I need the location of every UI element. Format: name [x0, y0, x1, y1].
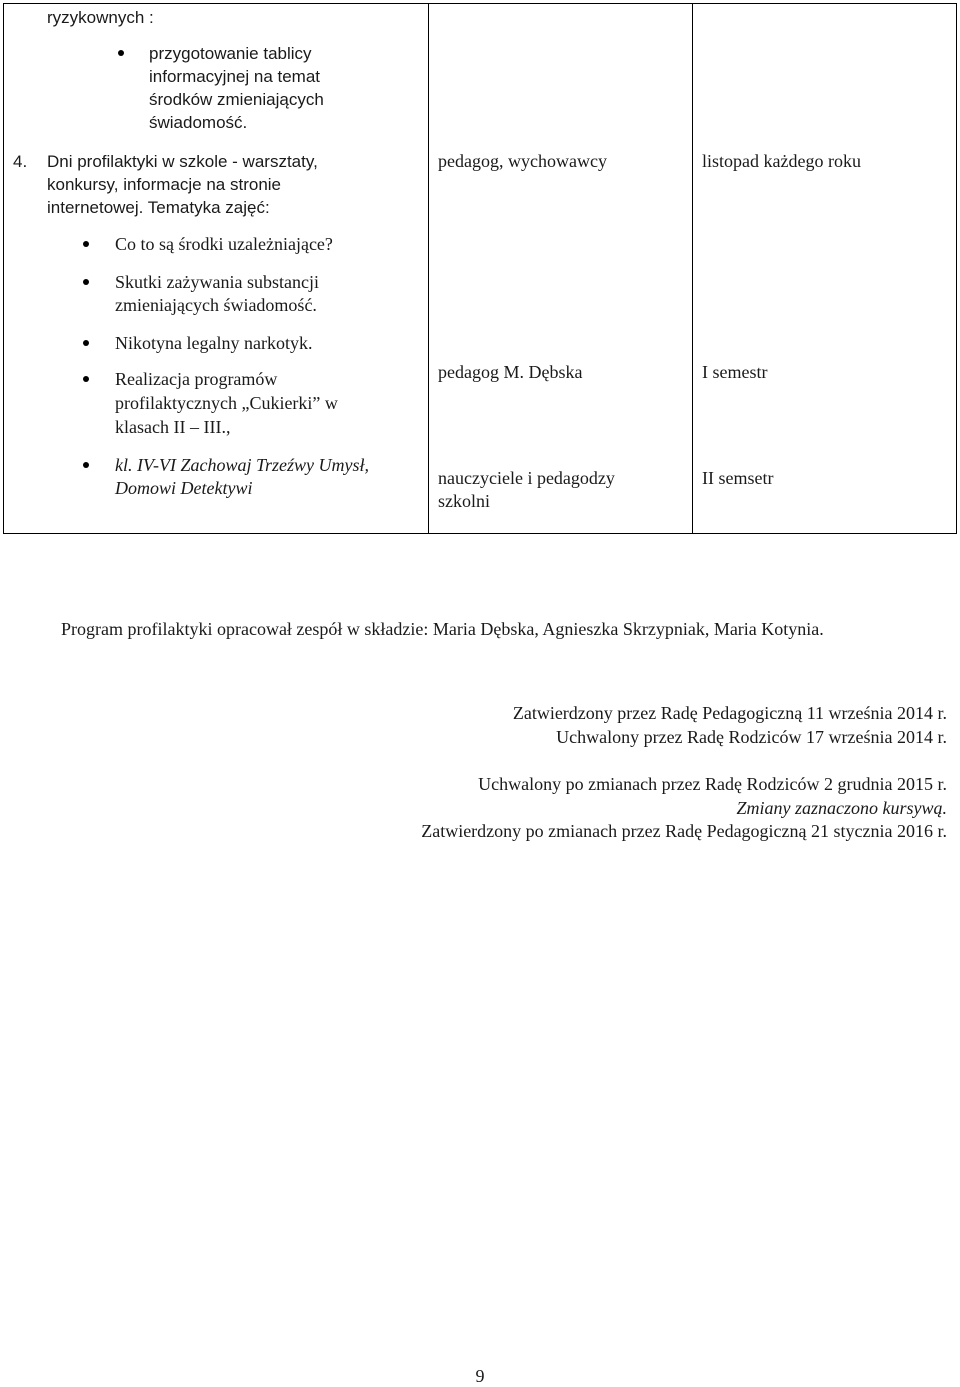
sub-bullet-line: przygotowanie tablicy — [149, 44, 312, 63]
intro-text: ryzykownych : — [47, 8, 154, 27]
topic-line: zmieniających świadomość. — [115, 295, 317, 315]
term-cell: I semestr — [702, 362, 768, 382]
responsible-cell: szkolni — [438, 491, 490, 511]
approval-line: Zatwierdzony przez Radę Pedagogiczną 11 września 2014 r. — [512, 703, 947, 723]
page-number: 9 — [475, 1366, 485, 1386]
bullet-icon — [83, 241, 89, 247]
column-divider — [428, 4, 429, 533]
topic-line-italic: Domowi Detektywi — [115, 478, 253, 498]
topic-line-italic: kl. IV-VI Zachowaj Trzeźwy Umysł, — [115, 455, 369, 475]
sub-bullet-line: informacyjnej na temat — [149, 67, 321, 86]
item-text-line: Dni profilaktyki w szkole - warsztaty, — [47, 152, 318, 171]
responsible-cell: pedagog, wychowawcy — [438, 151, 607, 171]
changes-note: Zmiany zaznaczono kursywą. — [736, 798, 947, 818]
topic-line: Nikotyna legalny narkotyk. — [115, 333, 313, 353]
item-text-line: konkursy, informacje na stronie — [47, 175, 282, 194]
bullet-icon — [83, 376, 89, 382]
bullet-icon — [118, 50, 124, 56]
changes-line: Zatwierdzony po zmianach przez Radę Pedagogiczną 21 stycznia 2016 r. — [421, 821, 947, 841]
topic-line: klasach II – III., — [115, 417, 231, 437]
term-cell: listopad każdego roku — [702, 151, 861, 171]
team-statement: Program profilaktyki opracował zespół w składzie: Maria Dębska, Agnieszka Skrzypniak, Maria Kotynia. — [61, 619, 824, 639]
approval-line: Uchwalony przez Radę Rodziców 17 września 2014 r. — [556, 727, 947, 747]
topic-line: profilaktycznych „Cukierki” w — [115, 393, 338, 413]
bullet-icon — [83, 462, 89, 468]
column-divider — [692, 4, 693, 533]
topic-line: Realizacja programów — [115, 369, 278, 389]
responsible-cell: pedagog M. Dębska — [438, 362, 583, 382]
topic-line: Skutki zażywania substancji — [115, 272, 319, 292]
item-text-line: internetowej. Tematyka zajęć: — [47, 198, 270, 217]
bullet-icon — [83, 279, 89, 285]
topic-line: Co to są środki uzależniające? — [115, 234, 333, 254]
term-cell: II semsetr — [702, 468, 774, 488]
responsible-cell: nauczyciele i pedagodzy — [438, 468, 615, 488]
item-number: 4. — [13, 152, 28, 171]
bullet-icon — [83, 340, 89, 346]
sub-bullet-line: środków zmieniających — [149, 90, 324, 109]
sub-bullet-line: świadomość. — [149, 113, 248, 132]
changes-line: Uchwalony po zmianach przez Radę Rodziców 2 grudnia 2015 r. — [478, 774, 947, 794]
